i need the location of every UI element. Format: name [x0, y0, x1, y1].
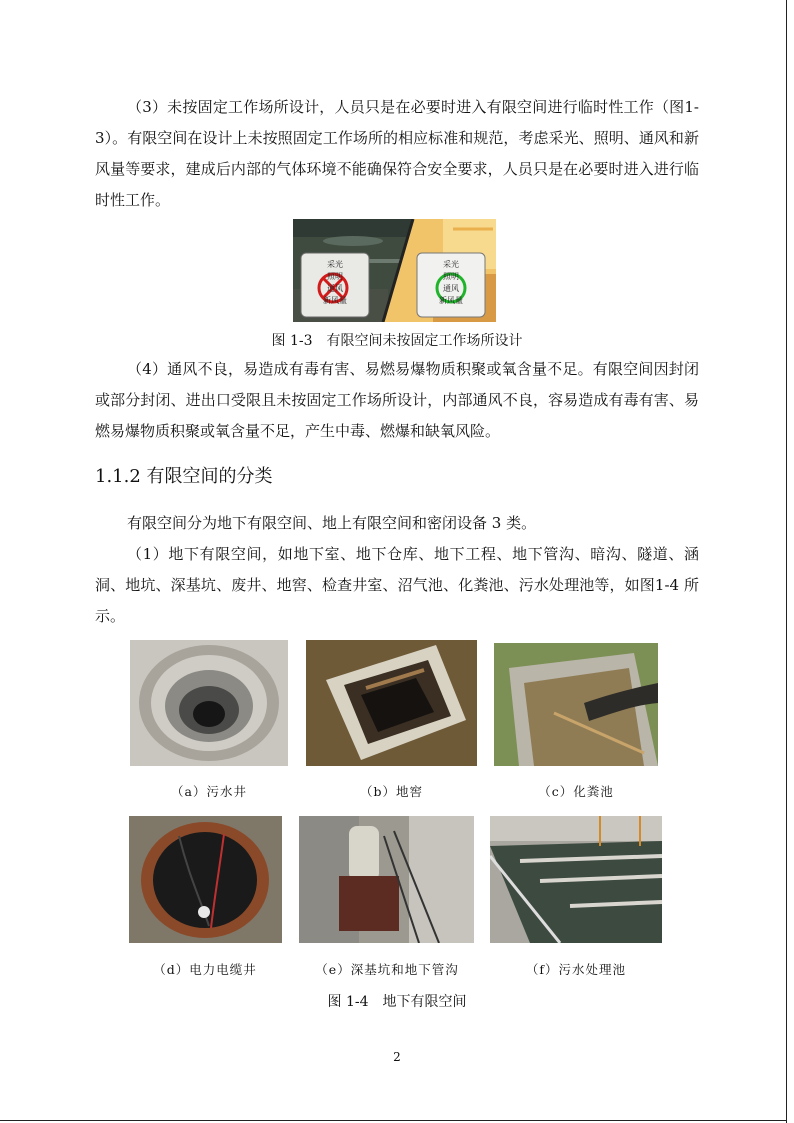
paragraph-underground: （1）地下有限空间，如地下室、地下仓库、地下工程、地下管沟、暗沟、隧道、涵洞、地坑、深基坑、废井、地窖、检查井室、沼气池、化粪池、污水处理池等，如图1-4 所示。 [95, 545, 699, 625]
photo-septic-tank [494, 643, 658, 766]
section-heading: 1.1.2 有限空间的分类 [95, 466, 273, 487]
photo-cellar [306, 640, 477, 766]
subcaption-c: （c）化粪池 [538, 784, 614, 799]
subcaption-e: （e）深基坑和地下管沟 [315, 962, 459, 977]
figure-1-3-image [293, 219, 496, 322]
page-number: 2 [393, 1050, 401, 1064]
sign-right-line-3: 通风 [443, 284, 459, 293]
page-border-bottom [0, 1120, 787, 1121]
photo-power-cable-well [129, 816, 282, 943]
photo-deep-pit-pipe-trench [299, 816, 474, 943]
paragraph-classification: 有限空间分为地下有限空间、地上有限空间和密闭设备 3 类。 [127, 514, 537, 532]
paragraph-4: （4）通风不良，易造成有毒有害、易燃易爆物质积聚或氧含量不足。有限空间因封闭或部分封闭、进出口受限且未按固定工作场所设计，内部通风不良，容易造成有毒有害、易燃易爆物质积聚或氧含量不足，产生中毒、燃爆和缺氧风险。 [95, 360, 699, 440]
sign-left-line-1: 采光 [327, 260, 343, 269]
figure-1-4-caption: 图 1-4 地下有限空间 [327, 994, 467, 1010]
sign-right-labels [423, 259, 479, 307]
subcaption-f: （f）污水处理池 [525, 962, 627, 977]
photo-sewage-treatment-pool [490, 816, 662, 943]
subcaption-b: （b）地窖 [359, 784, 423, 799]
sign-right-line-2: 照明 [443, 272, 459, 281]
page-border-right [786, 0, 787, 1123]
sign-left-labels [307, 259, 363, 307]
sign-left-line-2: 照明 [327, 272, 343, 281]
sign-left-line-4: 新风量 [323, 296, 347, 305]
paragraph-3: （3）未按固定工作场所设计，人员只是在必要时进入有限空间进行临时性工作（图1-3）。有限空间在设计上未按照固定工作场所的相应标准和规范，考虑采光、照明、通风和新风量等要求，建成后内部的气体环境不能确保符合安全要求，人员只是在必要时进入进行临时性工作。 [95, 98, 699, 209]
sign-left-line-3: 通风 [327, 284, 343, 293]
subcaption-d: （d）电力电缆井 [153, 962, 257, 977]
subcaption-a: （a）污水井 [171, 784, 247, 799]
sign-right-line-4: 新风量 [439, 296, 463, 305]
figure-1-3-caption: 图 1-3 有限空间未按固定工作场所设计 [271, 333, 523, 349]
photo-sewage-well [130, 640, 288, 766]
sign-right-line-1: 采光 [443, 260, 459, 269]
